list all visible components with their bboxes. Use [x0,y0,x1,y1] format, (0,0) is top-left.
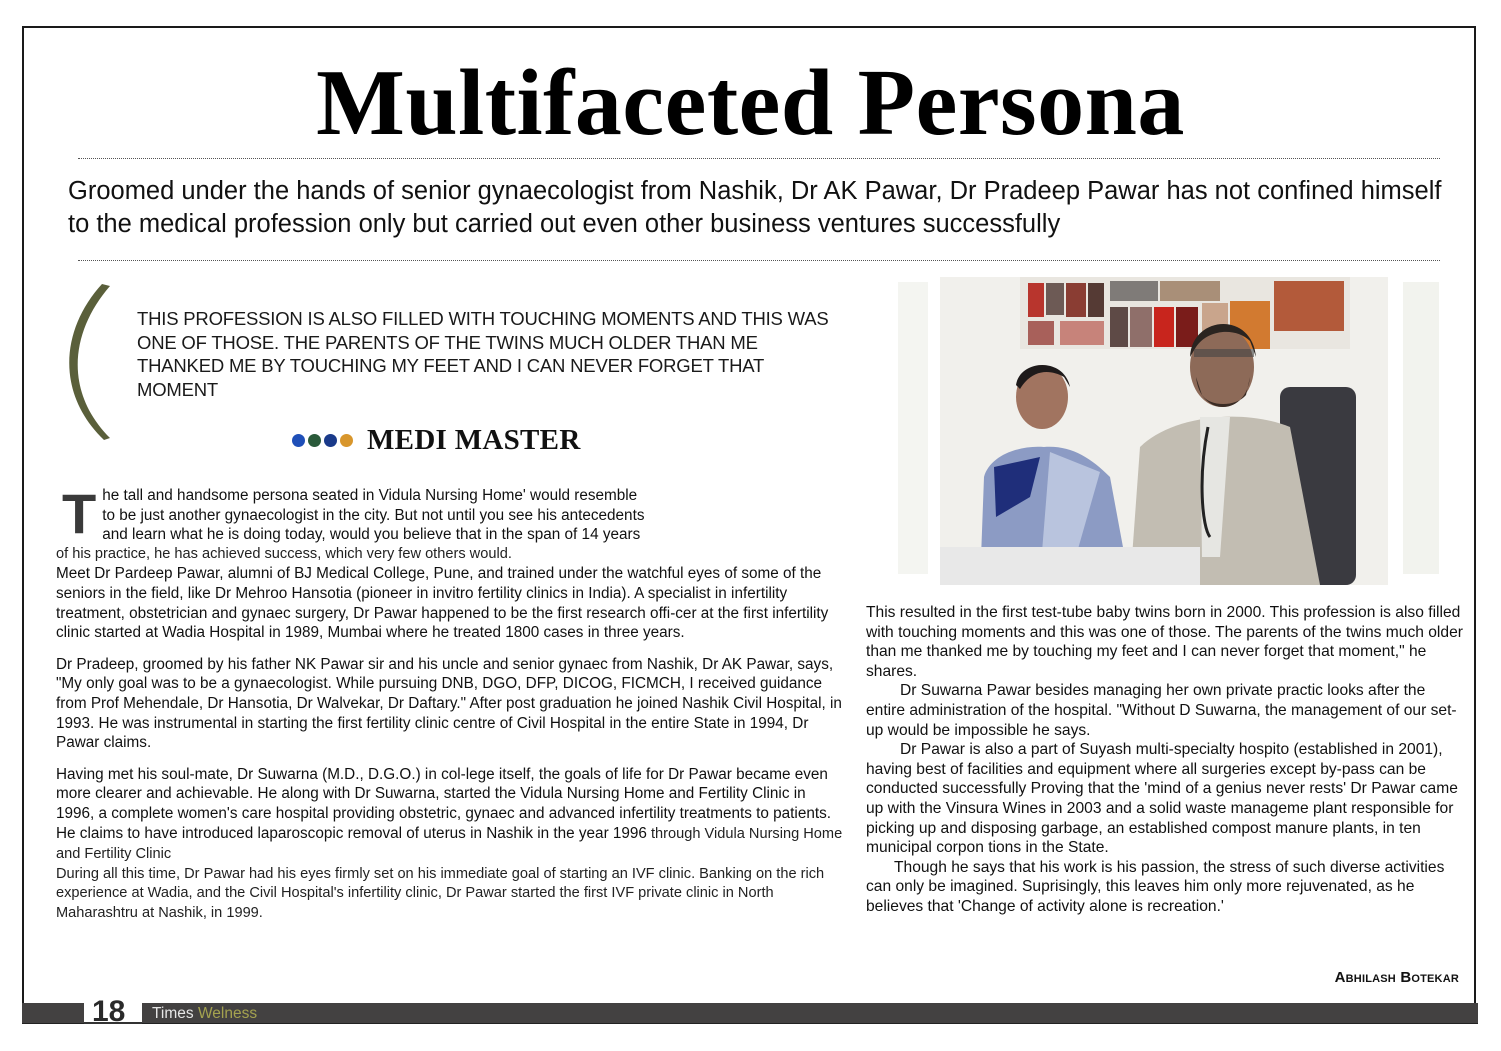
intro-line: he tall and handsome persona seated in Vidula Nursing Home' would resemble [102,487,638,504]
pull-quote-bracket-icon [62,282,122,442]
dot-navy [324,434,337,447]
right-paragraph-1: This resulted in the first test-tube baby twins born in 2000. This profession is also filled with touching moments and this was one of those. The parents of the twins much older than me thanked me by touching my feet and I can never forget that moment," he shares. [866,604,1463,680]
intro-line: and learn what he is doing today, would you believe that in the span of 14 years [102,526,641,544]
body-paragraph-4: During all this time, Dr Pawar had his eyes firmly set on his immediate goal of starting an IVF clinic. Banking on the rich experience at Wadia, and the Civil Hospital's infertility clinic, Dr Pawar started the first IVF private clinic in North Maharashtru at Nashik, in 1999. [56,865,825,921]
photo-margin-left [898,282,928,574]
left-column [56,482,846,923]
right-column [866,603,1466,917]
drop-cap: T [62,482,97,545]
publication-title: Times [152,1005,194,1022]
publication-name [152,1005,257,1023]
body-paragraph-3-main: Having met his soul-mate, Dr Suwarna (M.D., D.G.O.) in col-lege itself, the goals of life for Dr Pawar became even more clearer and achievable. He along with Dr Suwarna, started the Vidula Nursing Home and Fertility Clinic in 1996, a complete women's care hospital providing obstetric, gynaec and advanced infertility treatments to patients. He claims to have introduced laparoscopic removal of uterus in Nashik in the year 1996 [56,765,831,842]
page-number: 18 [92,995,126,1028]
body-paragraph-3-tail: through Vidula Nursing Home and Fertility Clinic [56,825,843,863]
intro-line: to be just another gynaecologist in the city. But not until you see his antecedents [102,506,645,524]
pull-quote: THIS PROFESSION IS ALSO FILLED WITH TOUCHING MOMENTS AND THIS WAS ONE OF THOSE. THE PARENTS OF THE TWINS MUCH OLDER THAN ME THANKED ME BY TOUCHING MY FEET AND I CAN NEVER FORGET THAT MOMENT [137,308,829,400]
headline: Multifaceted Persona [316,51,1185,155]
right-paragraph-4: Though he says that his work is his passion, the stress of such diverse activities can only be imagined. Suprisingly, this leaves him only more rejuvenated, as he believes that 'Change of activity alone is recreation.' [866,858,1445,915]
section-title: MEDI MASTER [367,424,581,456]
dot-green [308,434,321,447]
body-paragraph-2: Dr Pradeep, groomed by his father NK Pawar sir and his uncle and senior gynaec from Nashik, Dr AK Pawar, says, "My only goal was to be a gynaecologist. While pursuing DNB, DGO, DFP, DICOG, FICMCH, I received guidance from Prof Mehendale, Dr Hansotia, Dr Walvekar, Dr Daftary." After post graduation he joined Nashik Civil Hospital, in 1993. He was instrumental in starting the first fertility clinic centre of Civil Hospital in the entire State in 1994, Dr Pawar claims. [56,655,842,752]
body-paragraph-1: Meet Dr Pardeep Pawar, alumni of BJ Medical College, Pune, and trained under the watchful eyes of some of the seniors in the field, like Dr Mehroo Hansotia (pioneer in invitro fertility clinics in India). A specialist in infertility treatment, obstetrician and gynaec surgery, Dr Pawar happened to be the first research offi-cer at the first infertility clinic started at Wadia Hospital in 1989, Mumbai where he treated 1800 cases in three years. [56,565,829,642]
dot-blue [292,434,305,447]
divider-bottom [78,260,1440,261]
article-photo [940,277,1388,585]
right-paragraph-3: Dr Pawar is also a part of Suyash multi-specialty hospito (established in 2001), having best of facilities and equipment where all surgeries except by-pass can be conducted successfully Proving that the 'mind of a genius never rests' Dr Pawar came up with the Vinsura Wines in 2003 and a solid waste manageme plant responsible for picking up and disposing garbage, an established compost manure plants, in ten municipal corpon tions in the State. [866,741,1458,857]
dot-orange [340,434,353,447]
body-paragraph-3 [56,765,846,865]
divider-top [78,158,1440,159]
standfirst: Groomed under the hands of senior gynaecologist from Nashik, Dr AK Pawar, Dr Pradeep Pawar has not confined himself to the medical profession only but carried out even other business ventures successfully [68,177,1442,238]
section-dots-icon [292,434,353,447]
intro-paragraph [56,482,846,564]
section-label [292,424,581,457]
photo-illustration [940,277,1388,585]
intro-tail: of his practice, he has achieved success, which very few others would. [56,545,512,562]
byline: Abhilash Botekar [1334,969,1459,986]
photo-margin-right [1403,282,1439,574]
publication-section: Welness [197,1005,258,1022]
right-paragraph-2: Dr Suwarna Pawar besides managing her own private practic looks after the entire administration of the hospital. "Without D Suwarna, the management of our set-up would be impossible he says. [866,682,1457,739]
